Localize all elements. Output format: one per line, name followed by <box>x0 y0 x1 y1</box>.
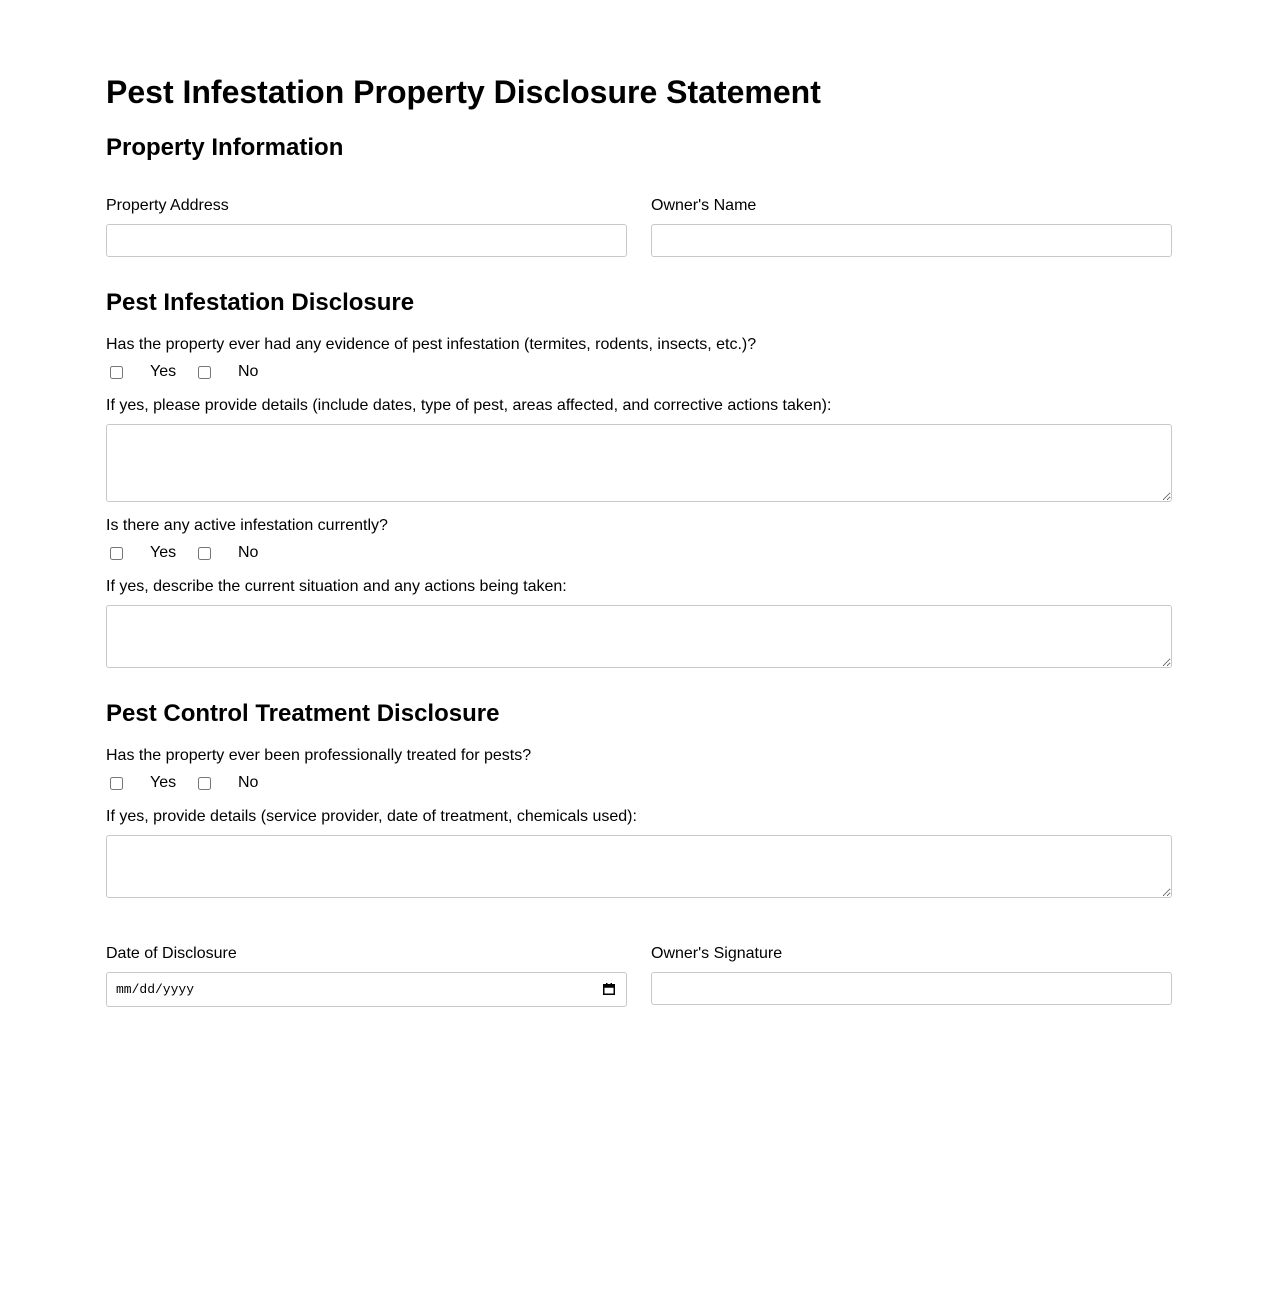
section-heading-pest-infestation: Pest Infestation Disclosure <box>106 289 415 316</box>
date-of-disclosure-label: Date of Disclosure <box>106 945 237 962</box>
professional-treatment-no-checkbox[interactable] <box>198 777 211 790</box>
infestation-evidence-no-checkbox[interactable] <box>198 366 211 379</box>
active-infestation-details-textarea[interactable] <box>106 605 1172 668</box>
owner-name-label: Owner's Name <box>651 197 757 214</box>
owner-name-input[interactable] <box>651 224 1172 257</box>
infestation-evidence-no-label: No <box>238 363 259 380</box>
calendar-icon[interactable] <box>603 983 615 995</box>
owner-signature-label: Owner's Signature <box>651 945 783 962</box>
page-title: Pest Infestation Property Disclosure Statement <box>106 74 821 110</box>
property-address-label: Property Address <box>106 197 229 214</box>
section-heading-property-information: Property Information <box>106 134 344 161</box>
owner-signature-input[interactable] <box>651 972 1172 1005</box>
professional-treatment-yes-checkbox[interactable] <box>110 777 123 790</box>
active-infestation-no-checkbox[interactable] <box>198 547 211 560</box>
treatment-details-textarea[interactable] <box>106 835 1172 898</box>
professional-treatment-question: Has the property ever been professionally treated for pests? <box>106 747 532 764</box>
active-infestation-yes-checkbox[interactable] <box>110 547 123 560</box>
date-placeholder: mm/dd/yyyy <box>116 982 195 997</box>
active-infestation-question: Is there any active infestation currently? <box>106 517 388 534</box>
property-address-input[interactable] <box>106 224 627 257</box>
date-of-disclosure-input[interactable] <box>106 972 627 1007</box>
active-infestation-no-label: No <box>238 544 259 561</box>
professional-treatment-yes-label: Yes <box>150 774 177 791</box>
infestation-details-textarea[interactable] <box>106 424 1172 502</box>
active-infestation-yes-label: Yes <box>150 544 177 561</box>
infestation-evidence-yes-checkbox[interactable] <box>110 366 123 379</box>
section-heading-pest-control-treatment: Pest Control Treatment Disclosure <box>106 700 500 727</box>
active-infestation-details-label: If yes, describe the current situation and any actions being taken: <box>106 578 567 595</box>
infestation-details-label: If yes, please provide details (include dates, type of pest, areas affected, and corrective actions taken): <box>106 397 832 414</box>
professional-treatment-no-label: No <box>238 774 259 791</box>
treatment-details-label: If yes, provide details (service provider, date of treatment, chemicals used): <box>106 808 637 825</box>
infestation-evidence-question: Has the property ever had any evidence of pest infestation (termites, rodents, insects, etc.)? <box>106 336 757 353</box>
infestation-evidence-yes-label: Yes <box>150 363 177 380</box>
